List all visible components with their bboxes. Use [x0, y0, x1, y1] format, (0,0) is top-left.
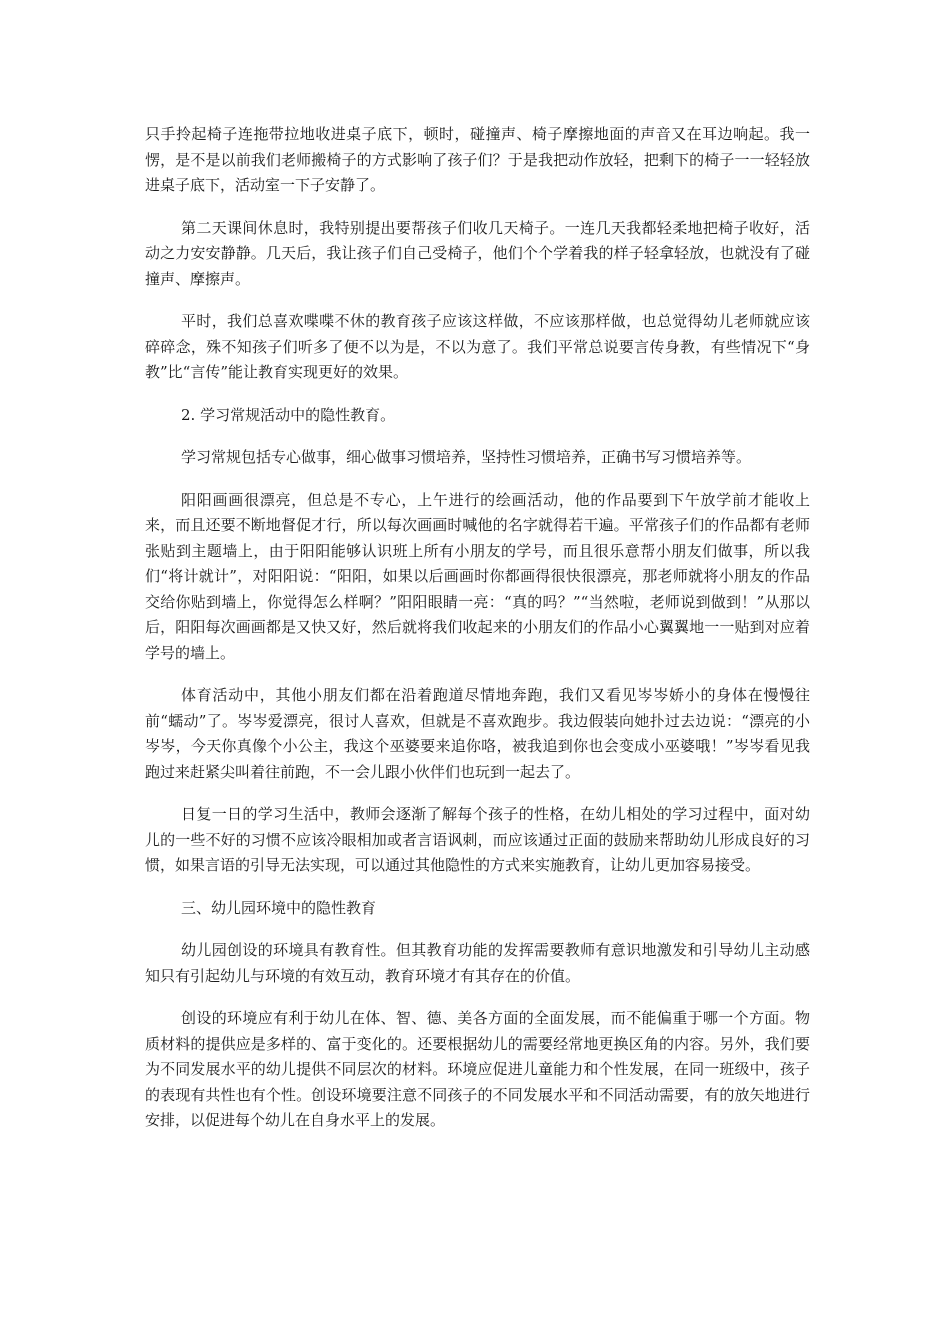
section-heading-environment: 三、幼儿园环境中的隐性教育: [181, 898, 377, 917]
paragraph-yangyang-story: 阳阳画画很漂亮，但总是不专心，上午进行的绘画活动，他的作品要到下午放学前才能收上来，而且还要不断地督促才行，所以每次画画时喊他的名字就得若干遍。平常孩子们的作品都有老师张贴到主题墙上，由于阳阳能够认识班上所有小朋友的学号，而且很乐意帮小朋友们做事，所以我们“将计就计”，对阳阳说：“阳阳，如果以后画画时你都画得很快很漂亮，那老师就将小朋友的作品交给你贴到墙上，你觉得怎么样啊？”阳阳眼睛一亮：“真的吗？”“当然啦，老师说到做到！”从那以后，阳阳每次画画都是又快又好，然后就将我们收起来的小朋友们的作品小心翼翼地一一贴到对应着学号的墙上。: [145, 490, 810, 662]
paragraph-daily-learning-summary: 日复一日的学习生活中，教师会逐渐了解每个孩子的性格，在幼儿相处的学习过程中，面对幼儿的一些不好的习惯不应该冷眼相加或者言语讽刺，而应该通过正面的鼓励来帮助幼儿形成良好的习惯，如果言语的引导无法实现，可以通过其他隐性的方式来实施教育，让幼儿更加容易接受。: [145, 805, 810, 874]
paragraph-learning-routine-definition: 学习常规包括专心做事，细心做事习惯培养，坚持性习惯培养，正确书写习惯培养等。: [181, 448, 752, 466]
section-heading-learning-routine: 2. 学习常规活动中的隐性教育。: [181, 405, 396, 424]
document-body: [145, 122, 810, 1151]
paragraph-continuation: 只手拎起椅子连拖带拉地收进桌子底下，顿时，碰撞声、椅子摩擦地面的声音又在耳边响起。我一愣，是不是以前我们老师搬椅子的方式影响了孩子们？于是我把动作放轻，把剩下的椅子一一轻轻放进桌子底下，活动室一下子安静了。: [145, 125, 810, 194]
paragraph-environment-educational: 幼儿园创设的环境具有教育性。但其教育功能的发挥需要教师有意识地激发和引导幼儿主动感知只有引起幼儿与环境的有效互动，教育环境才有其存在的价值。: [145, 941, 810, 985]
paragraph-chairs-second-day: 第二天课间休息时，我特别提出要帮孩子们收几天椅子。一连几天我都轻柔地把椅子收好，活动之力安安静静。几天后，我让孩子们自己受椅子，他们个个学着我的样子轻拿轻放，也就没有了碰撞声、摩擦声。: [145, 218, 810, 288]
paragraph-teaching-by-example: 平时，我们总喜欢喋喋不休的教育孩子应该这样做，不应该那样做，也总觉得幼儿老师就应该碎碎念，殊不知孩子们听多了便不以为是，不以为意了。我们平常总说要言传身教，有些情况下“身教”比“言传”能让教育实现更好的效果。: [145, 312, 810, 381]
paragraph-environment-development: 创设的环境应有利于幼儿在体、智、德、美各方面的全面发展，而不能偏重于哪一个方面。物质材料的提供应是多样的、富于变化的。还要根据幼儿的需要经常地更换区角的内容。另外，我们要为不同发展水平的幼儿提供不同层次的材料。环境应促进儿童能力和个性发展，在同一班级中，孩子的表现有共性也有个性。创设环境要注意不同孩子的不同发展水平和不同活动需要，有的放矢地进行安排，以促进每个幼儿在自身水平上的发展。: [145, 1009, 810, 1129]
paragraph-cencen-story: 体育活动中，其他小朋友们都在沿着跑道尽情地奔跑，我们又看见岑岑娇小的身体在慢慢往前“蠕动”了。岑岑爱漂亮，很讨人喜欢，但就是不喜欢跑步。我边假装向她扑过去边说：“漂亮的小岑岑，今天你真像个小公主，我这个巫婆要来追你咯，被我追到你也会变成小巫婆哦！”岑岑看见我跑过来赶紧尖叫着往前跑，不一会儿跟小伙伴们也玩到一起去了。: [145, 686, 810, 781]
